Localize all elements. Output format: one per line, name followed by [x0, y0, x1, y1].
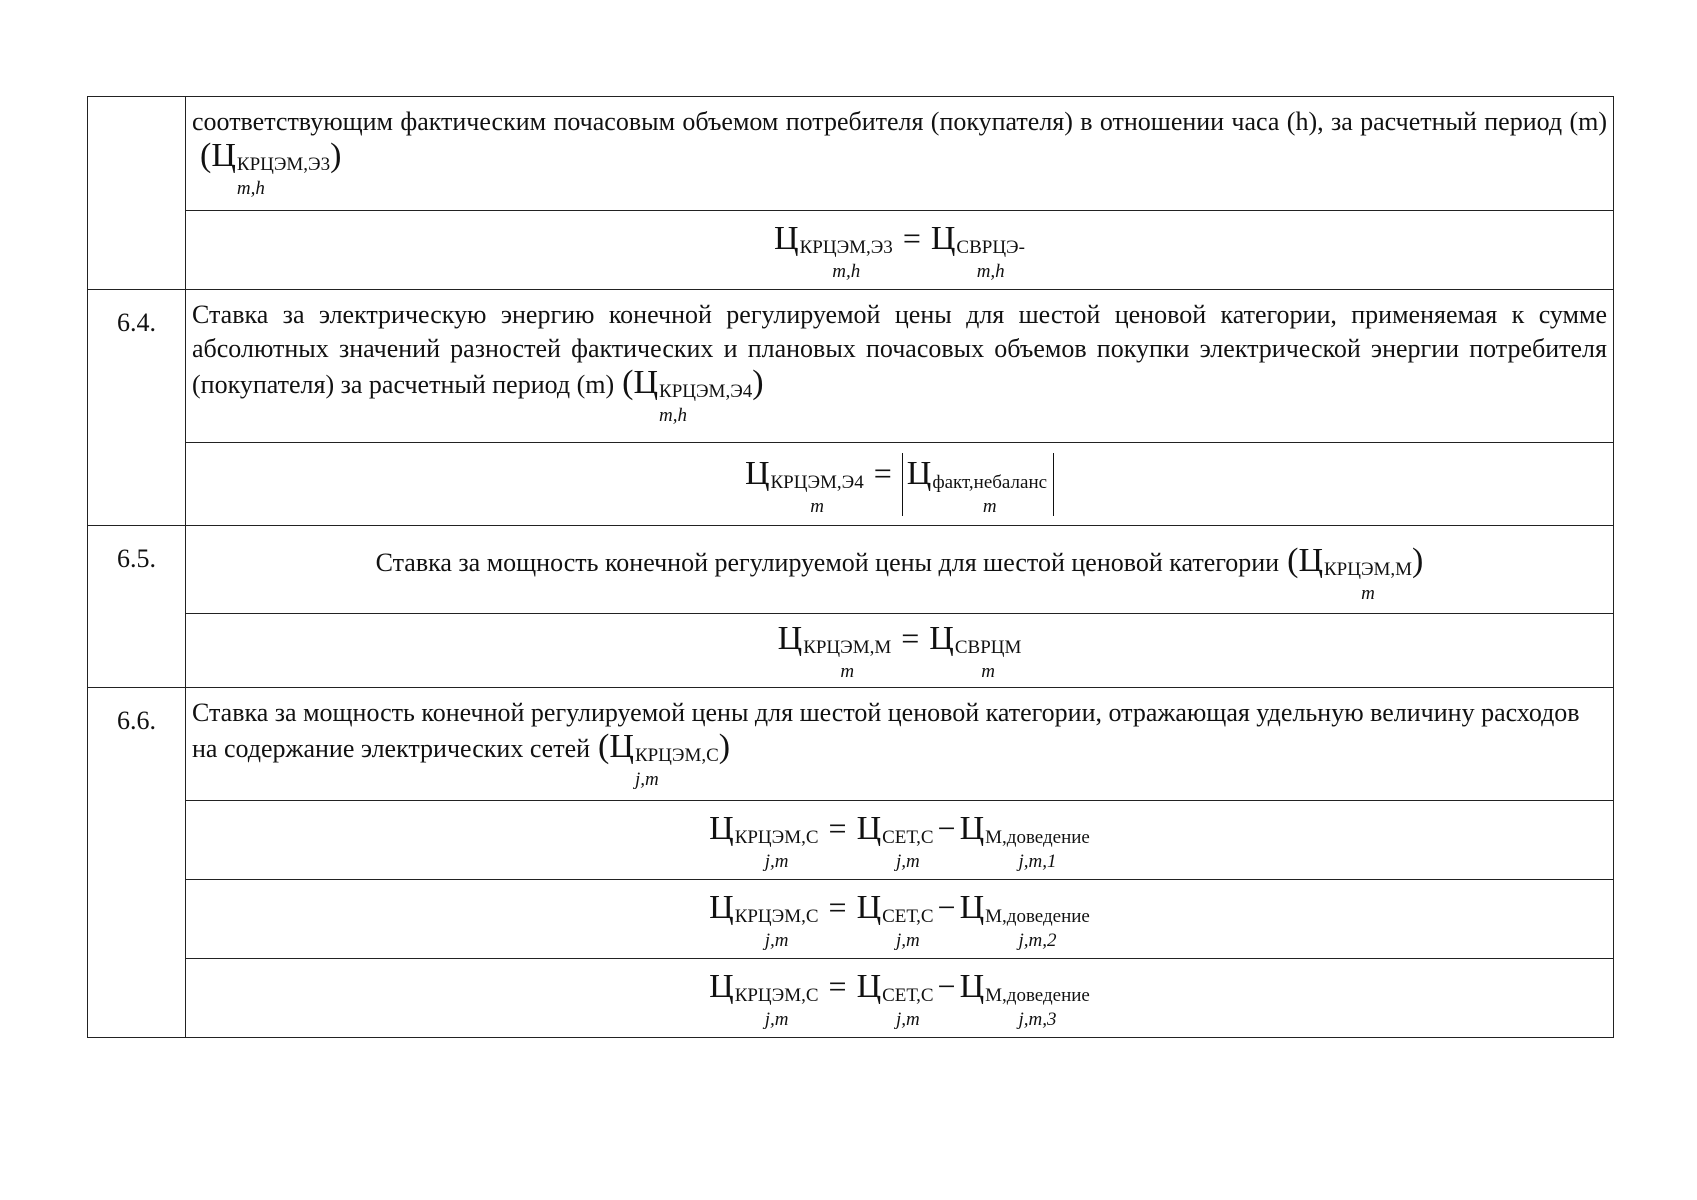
formula-cell [186, 880, 1614, 959]
price-symbol: Ц [609, 728, 634, 765]
row-formula [88, 211, 1614, 290]
row-6-6-formula-2 [88, 880, 1614, 959]
tariff-table [87, 96, 1614, 1038]
index-group [771, 473, 864, 516]
subscript: j,m [764, 850, 789, 872]
superscript: КРЦЭМ,C [734, 905, 819, 927]
operator: = [828, 888, 847, 925]
inline-formula [200, 139, 341, 198]
subscript: j,m,1 [1018, 850, 1057, 872]
superscript: КРЦЭМ,М [803, 637, 892, 658]
price-symbol: Ц [633, 364, 659, 401]
operator: − [937, 809, 956, 846]
row-number: 6.6. [88, 688, 186, 1038]
subscript: j,m [764, 1008, 789, 1030]
text-cell [186, 97, 1614, 211]
row-text: Ставка за электрическую энергию конечной регулируемой цены для шестой ценовой категории, применяемая к сумме абсолютных значений разностей фактических и плановых почасовых объемов покупки электрической энергии потребителя (покупателя) за расчетный период (m) [192, 300, 1607, 399]
superscript: КРЦЭМ,Э4 [770, 471, 864, 493]
row-6-6-formula-3 [88, 959, 1614, 1038]
row-text: Ставка за мощность конечной регулируемой цены для шестой ценовой категории, отражающая удельную величину расходов на содержание электрических сетей [192, 698, 1580, 763]
index-group [882, 907, 933, 950]
superscript: СВРЦЭ- [956, 236, 1025, 258]
index-group [735, 828, 819, 871]
price-symbol: Ц [709, 967, 734, 1005]
index-group [985, 828, 1090, 871]
price-symbol: Ц [929, 620, 954, 657]
operator: − [937, 888, 956, 925]
formula-cell [186, 211, 1614, 290]
index-group [800, 238, 893, 281]
formula-cell [186, 443, 1614, 526]
operator: = [901, 620, 920, 656]
superscript: КРЦЭМ,Э3 [799, 236, 893, 258]
superscript: М,доведение [985, 826, 1090, 848]
parenthesis: ( [200, 137, 212, 174]
row-6-5-formula [88, 614, 1614, 688]
inline-formula [622, 366, 763, 425]
price-symbol: Ц [774, 219, 799, 257]
superscript: СЕТ,C [882, 826, 934, 848]
superscript: КРЦЭМ,Э4 [659, 381, 753, 402]
price-symbol: Ц [856, 888, 882, 926]
inline-formula [1287, 544, 1423, 603]
price-symbol: Ц [856, 967, 882, 1005]
inline-formula [598, 730, 730, 789]
subscript: m,h [976, 260, 1005, 282]
subscript: j,m [895, 929, 920, 951]
text-cell [186, 526, 1614, 614]
row-6-6-text [88, 688, 1614, 801]
index-group [659, 382, 752, 425]
superscript: СВРЦМ [954, 637, 1022, 658]
operator: = [828, 809, 847, 846]
subscript: j,m [895, 1008, 920, 1030]
subscript: m [840, 661, 855, 682]
subscript: m,h [236, 178, 265, 199]
superscript: КРЦЭМ,Э3 [236, 154, 331, 175]
row-6-5-text [88, 526, 1614, 614]
formula [709, 810, 1090, 871]
subscript: m [1361, 583, 1375, 604]
operator: − [937, 967, 956, 1004]
index-group [735, 986, 819, 1029]
index-group [882, 828, 933, 871]
price-symbol: Ц [906, 454, 932, 492]
text-cell [186, 290, 1614, 443]
price-symbol: Ц [709, 809, 734, 847]
price-symbol: Ц [777, 620, 803, 657]
text-cell [186, 688, 1614, 801]
absolute-value [902, 453, 1054, 516]
superscript: КРЦЭМ,C [734, 826, 819, 848]
price-symbol: Ц [744, 454, 770, 492]
subscript: j,m [764, 929, 789, 951]
index-group [985, 907, 1090, 950]
subscript: m [982, 495, 997, 517]
superscript: КРЦЭМ,М [1324, 559, 1413, 580]
row-text: соответствующим фактическим почасовым объемом потребителя (покупателя) в отношении часа (h), за расчетный период (m) [192, 107, 1607, 136]
operator: = [828, 967, 847, 1004]
row-continuation-text [88, 97, 1614, 211]
superscript: М,доведение [985, 905, 1090, 927]
index-group [882, 986, 933, 1029]
formula-cell [186, 614, 1614, 688]
formula-cell [186, 801, 1614, 880]
index-group [985, 986, 1090, 1029]
row-6-4-formula [88, 443, 1614, 526]
index-group [956, 238, 1025, 281]
subscript: m [981, 661, 995, 682]
parenthesis: ) [330, 137, 342, 174]
superscript: СЕТ,C [882, 984, 934, 1006]
price-symbol: Ц [856, 809, 882, 847]
subscript: j,m,3 [1018, 1008, 1057, 1030]
parenthesis: ( [598, 728, 610, 765]
parenthesis: ( [622, 364, 634, 401]
index-group [955, 638, 1022, 681]
row-number: 6.5. [88, 526, 186, 688]
index-group [1324, 560, 1412, 603]
num-cell-empty [88, 97, 186, 290]
subscript: m [810, 495, 824, 517]
formula-cell [186, 959, 1614, 1038]
price-symbol: Ц [930, 219, 956, 257]
price-symbol: Ц [1298, 542, 1323, 579]
formula [709, 968, 1090, 1029]
index-group [635, 746, 719, 789]
parenthesis: ( [1287, 542, 1299, 579]
parenthesis: ) [1412, 542, 1424, 579]
superscript: СЕТ,C [882, 905, 934, 927]
row-text: Ставка за мощность конечной регулируемой цены для шестой ценовой категории [375, 548, 1280, 577]
index-group [932, 473, 1047, 516]
subscript: m,h [659, 405, 688, 426]
superscript: факт,небаланс [932, 471, 1048, 493]
subscript: m,h [832, 260, 861, 282]
formula [774, 220, 1025, 281]
subscript: j,m,2 [1018, 929, 1057, 951]
formula [709, 889, 1090, 950]
parenthesis: ) [718, 728, 731, 765]
price-symbol: Ц [959, 809, 985, 847]
superscript: М,доведение [985, 984, 1090, 1006]
formula [778, 620, 1022, 681]
subscript: j,m [634, 769, 659, 790]
operator: = [873, 454, 892, 491]
operator: = [902, 219, 921, 256]
price-symbol: Ц [211, 137, 236, 174]
subscript: j,m [895, 850, 920, 872]
price-symbol: Ц [959, 888, 985, 926]
price-symbol: Ц [959, 967, 985, 1005]
index-group [803, 638, 891, 681]
superscript: КРЦЭМ,C [734, 984, 819, 1006]
row-6-6-formula-1 [88, 801, 1614, 880]
price-symbol: Ц [709, 888, 734, 926]
row-6-4-text [88, 290, 1614, 443]
index-group [237, 155, 330, 198]
row-number: 6.4. [88, 290, 186, 526]
formula [745, 453, 1054, 516]
parenthesis: ) [752, 364, 764, 401]
superscript: КРЦЭМ,C [634, 745, 719, 766]
index-group [735, 907, 819, 950]
